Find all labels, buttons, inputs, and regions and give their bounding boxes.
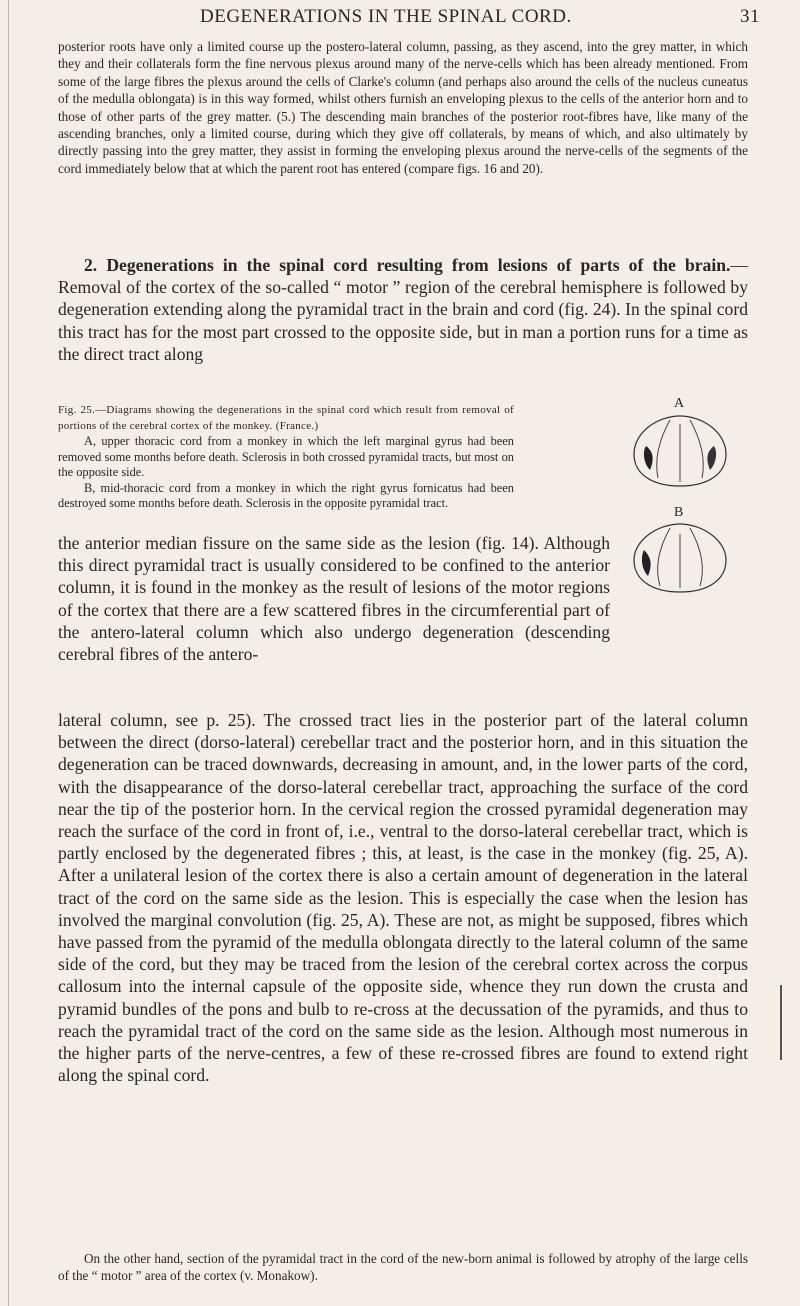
margin-bracket bbox=[777, 985, 782, 1060]
figure-caption-head: Fig. 25.—Diagrams showing the degenerations in the spinal cord which result from removal of portions of the cerebral cortex of the monkey. (France.) bbox=[58, 404, 514, 432]
cord-diagram-a bbox=[630, 412, 730, 488]
section-heading: Degenerations in the spinal cord resulting from lesions of parts of the brain. bbox=[106, 255, 731, 275]
paragraph-posterior-roots: posterior roots have only a limited course up the postero-lateral column, passing, as they ascend, into the grey matter, in which they and their collaterals form the fine nervous plexus around many of the nerve-cells which has been already mentioned. From some of the large fibres the plexus around the cells of Clarke's column (and perhaps also around the cells of the nucleus cuneatus of the medulla oblongata) is in this way formed, whilst others furnish an enveloping plexus to the cells of the anterior horn and to those of other parts of the grey matter. (5.) The descending main branches of the posterior root-fibres have, like many of the ascending branches, only a limited course, during which they give off collaterals, by means of which, and also ultimately by directly passing into the grey matter, they assist in forming the enveloping plexus around the nerve-cells of the segments of the cord immediately below that at which the parent root has entered (compare figs. 16 and 20). bbox=[58, 39, 748, 176]
section-text-b: the anterior median fissure on the same side as the lesion (fig. 14). Although this direct pyramidal tract is usually considered to be confined to the anterior column, it is found in the monkey as the result of lesions of the motor regions of the cortex that there are a few scattered fibres in the circumferential part of the antero-lateral column which also undergo degeneration (descending cerebral fibres of the antero- bbox=[58, 533, 610, 665]
figure-label-a: A bbox=[674, 396, 685, 411]
page-edge-line bbox=[8, 0, 9, 1306]
running-title: DEGENERATIONS IN THE SPINAL CORD. bbox=[200, 6, 572, 27]
section-number: 2. bbox=[84, 255, 98, 275]
cord-diagram-b bbox=[630, 520, 730, 596]
section-text-c: lateral column, see p. 25). The crossed tract lies in the posterior part of the lateral column between the direct (dorso-lateral) cerebellar tract and the posterior horn, and in this situation the degeneration can be traced downwards, decreasing in amount, and, in the lower parts of the cord, with the disappearance of the dorso-lateral cerebellar tract, approaching the surface of the cord near the tip of the posterior horn. In the cervical region the crossed pyramidal degeneration may reach the surface of the cord in front of, i.e., ventral to the dorso-lateral cerebellar tract, which is partly enclosed by the degenerated fibres ; this, at least, is the case in the monkey (fig. 25, A). After a unilateral lesion of the cortex there is also a certain amount of degeneration in the lateral tract of the cord on the same side as the lesion. This is especially the case when the lesion has involved the marginal convolution (fig. 25, A). These are not, as might be supposed, fibres which have passed from the pyramid of the medulla oblongata directly to the lateral column of the same side of the cord, but they may be traced from the lesion of the cerebral cortex across the corpus callosum into the internal capsule of the opposite side, whence they run down the crusta and pyramid bundles of the pons and bulb to re-cross at the decussation of the pyramids, and thus to reach the pyramidal tract of the cord on the same side as the lesion. Although most numerous in the higher parts of the nerve-centres, a few of these re-crossed fibres are found to extend right along the spinal cord. bbox=[58, 710, 748, 1086]
page-number: 31 bbox=[740, 6, 760, 27]
figure-caption bbox=[58, 403, 514, 512]
section-text-a: —Removal of the cortex of the so-called “ motor ” region of the cerebral hemisphere is followed by degeneration extending along the pyramidal tract in the brain and cord (fig. 24). In the spinal cord this tract has for the most part crossed to the opposite side, but in man a portion runs for a time as the direct tract along bbox=[58, 255, 748, 364]
final-paragraph: On the other hand, section of the pyramidal tract in the cord of the new-born animal is followed by atrophy of the large cells of the “ motor ” area of the cortex (v. Monakow). bbox=[58, 1251, 748, 1284]
section-2 bbox=[58, 254, 748, 365]
figure-legend-b: B, mid-thoracic cord from a monkey in which the right gyrus fornicatus had been destroyed some months before death. Sclerosis in the opposite pyramidal tract. bbox=[58, 480, 514, 510]
figure-legend-a: A, upper thoracic cord from a monkey in which the left marginal gyrus had been removed some months before death. Sclerosis in both crossed pyramidal tracts, but most on the opposite side. bbox=[58, 434, 514, 479]
figure-label-b: B bbox=[674, 505, 684, 520]
